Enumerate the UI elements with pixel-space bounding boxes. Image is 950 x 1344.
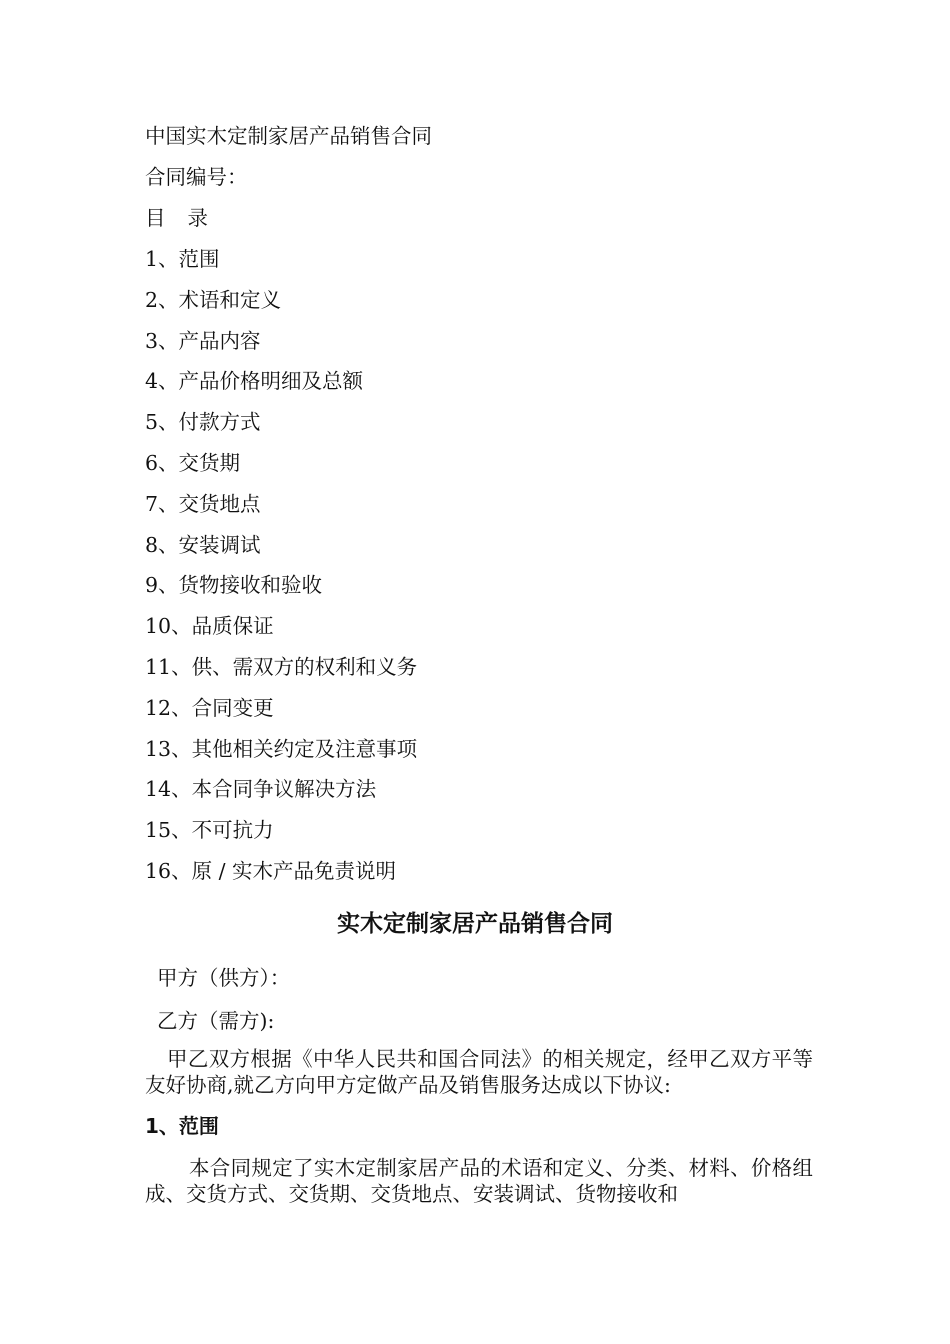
section-1-paragraph: 本合同规定了实木定制家居产品的术语和定义、分类、材料、价格组成、交货方式、交货期、交货地点、安装调试、货物接收和 bbox=[145, 1156, 813, 1206]
contract-number-label: 合同编号： bbox=[145, 165, 248, 189]
party-b-label: 乙方（需方): bbox=[157, 1009, 275, 1033]
toc-heading bbox=[145, 206, 208, 230]
toc-item: 3、产品内容 bbox=[145, 328, 261, 353]
toc-item: 1、范围 bbox=[145, 247, 220, 271]
party-a-label: 甲方（供方）： bbox=[157, 966, 291, 990]
toc-item: 13、其他相关约定及注意事项 bbox=[145, 736, 418, 761]
contract-main-title: 实木定制家居产品销售合同 bbox=[337, 911, 613, 937]
toc-heading-right: 录 bbox=[187, 206, 208, 230]
section-1-heading: 1、范围 bbox=[145, 1114, 219, 1138]
toc-item: 2、术语和定义 bbox=[145, 287, 282, 312]
intro-paragraph: 甲乙双方根据《中华人民共和国合同法》的相关规定，经甲乙双方平等友好协商,就乙方向甲方定做产品及销售服务达成以下协议: bbox=[145, 1047, 813, 1097]
toc-item: 7、交货地点 bbox=[145, 491, 261, 516]
toc-item: 15、不可抗力 bbox=[145, 818, 274, 843]
table-of-contents bbox=[145, 247, 417, 900]
toc-item: 12、合同变更 bbox=[145, 695, 274, 720]
toc-item: 6、交货期 bbox=[145, 450, 241, 475]
toc-item: 5、付款方式 bbox=[145, 410, 261, 435]
toc-item: 10、品质保证 bbox=[145, 614, 274, 639]
toc-item: 9、货物接收和验收 bbox=[145, 573, 323, 598]
toc-heading-left: 目 bbox=[145, 206, 166, 230]
toc-item: 11、供、需双方的权利和义务 bbox=[145, 654, 418, 679]
document-title: 中国实木定制家居产品销售合同 bbox=[145, 124, 432, 148]
toc-item: 4、产品价格明细及总额 bbox=[145, 369, 364, 394]
toc-item: 16、原 / 实木产品免责说明 bbox=[145, 858, 397, 883]
toc-item: 8、安装调试 bbox=[145, 532, 261, 557]
toc-item: 14、本合同争议解决方法 bbox=[145, 777, 377, 802]
